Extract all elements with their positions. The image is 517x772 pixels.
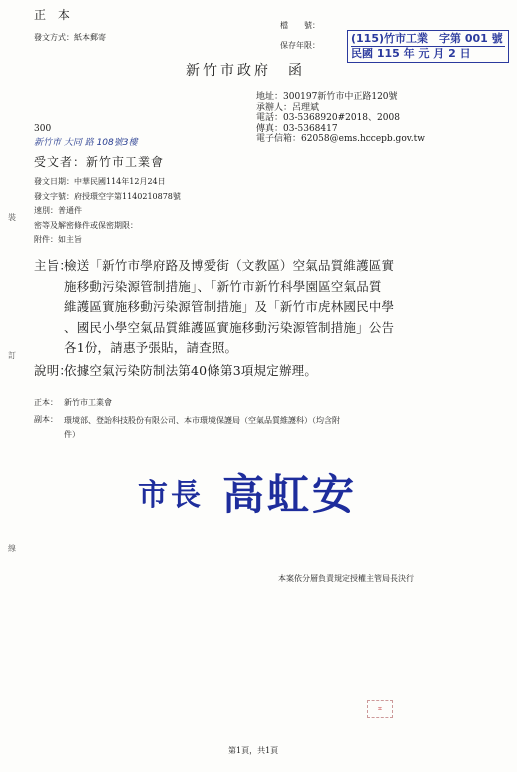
copies-line: 件）: [64, 430, 80, 439]
retention-label: 保存年限：: [280, 41, 320, 50]
attachment: 附件：如主旨: [34, 235, 82, 244]
subject-line: 檢送「新竹市學府路及博愛街（文教區）空氣品質維護區實: [64, 258, 395, 273]
sender-info: [256, 92, 425, 145]
subject-line: 、國民小學空氣品質維護區實施移動污染源管制措施」公告: [64, 319, 395, 335]
subject-text: [64, 256, 394, 359]
recipient-address: 新竹市 大同 路 108號3樓: [34, 138, 138, 148]
issue-number: 發文字號：府授環空字第1140210878號: [34, 191, 181, 201]
binding-mark: 線: [8, 544, 16, 553]
sender-email: 電子信箱：62058@ems.hccepb.gov.tw: [256, 134, 425, 144]
file-no-label: 檔 號：: [280, 21, 320, 30]
explanation-label: 說明：: [34, 363, 73, 378]
copies-line: 環境部、登詒科技股份有限公司、本市環境保護局（空氣品質維護科）（均含附: [64, 416, 340, 425]
sender-handler: 承辦人：呂理斌: [256, 102, 320, 113]
original-recipient: 新竹市工業會: [64, 398, 112, 407]
sender-address: 地址：300197新竹市中正路120號: [256, 92, 398, 102]
subject-line: 維護區實施移動污染源管制措施」及「新竹市虎林國民中學: [64, 299, 395, 314]
explanation-text: 依據空氣污染防制法第40條第3項規定辦理。: [64, 363, 318, 378]
binding-mark: 訂: [8, 351, 16, 360]
page-number: 第1頁，共1頁: [228, 746, 279, 755]
receipt-stamp: [347, 30, 509, 63]
copy-type: 正 本: [34, 8, 74, 22]
original-label: 正本：: [34, 398, 58, 407]
dispatch-method: 發文方式：紙本郵寄: [34, 33, 106, 42]
copies-recipients: [64, 414, 340, 442]
security-level: 密等及解密條件或保密期限：: [34, 220, 138, 230]
binding-mark: 裝: [8, 213, 16, 222]
subject-label: 主旨：: [34, 258, 73, 273]
sender-fax: 傳真：03-5368417: [256, 123, 338, 134]
recipient: 受文者：新竹市工業會: [34, 155, 165, 169]
document-title: 新竹市政府 函: [186, 63, 305, 79]
subject-line: 各1份，請惠予張貼，請查照。: [64, 340, 238, 355]
speed: 速別：普通件: [34, 206, 82, 215]
receipt-stamp-line2: 民國 115 年 元 月 2 日: [351, 46, 505, 61]
copies-label: 副本：: [34, 415, 58, 424]
mayor-title: 市長: [138, 478, 204, 513]
authorization-note: 本案依分層負責規定授權主管局長決行: [278, 574, 414, 583]
seal-stamp: ⌗: [367, 700, 393, 718]
issue-date: 發文日期：中華民國114年12月24日: [34, 177, 166, 186]
postal-code: 300: [34, 124, 52, 134]
mayor-signature: 高虹安: [222, 470, 358, 519]
meta-block: [34, 175, 181, 248]
receipt-stamp-line1: (115)竹市工業 字第 001 號: [351, 32, 503, 45]
subject-line: 施移動污染源管制措施」、「新竹市新竹科學園區空氣品質: [64, 278, 382, 294]
sender-phone: 電話：03-5368920#2018、2008: [256, 113, 400, 123]
